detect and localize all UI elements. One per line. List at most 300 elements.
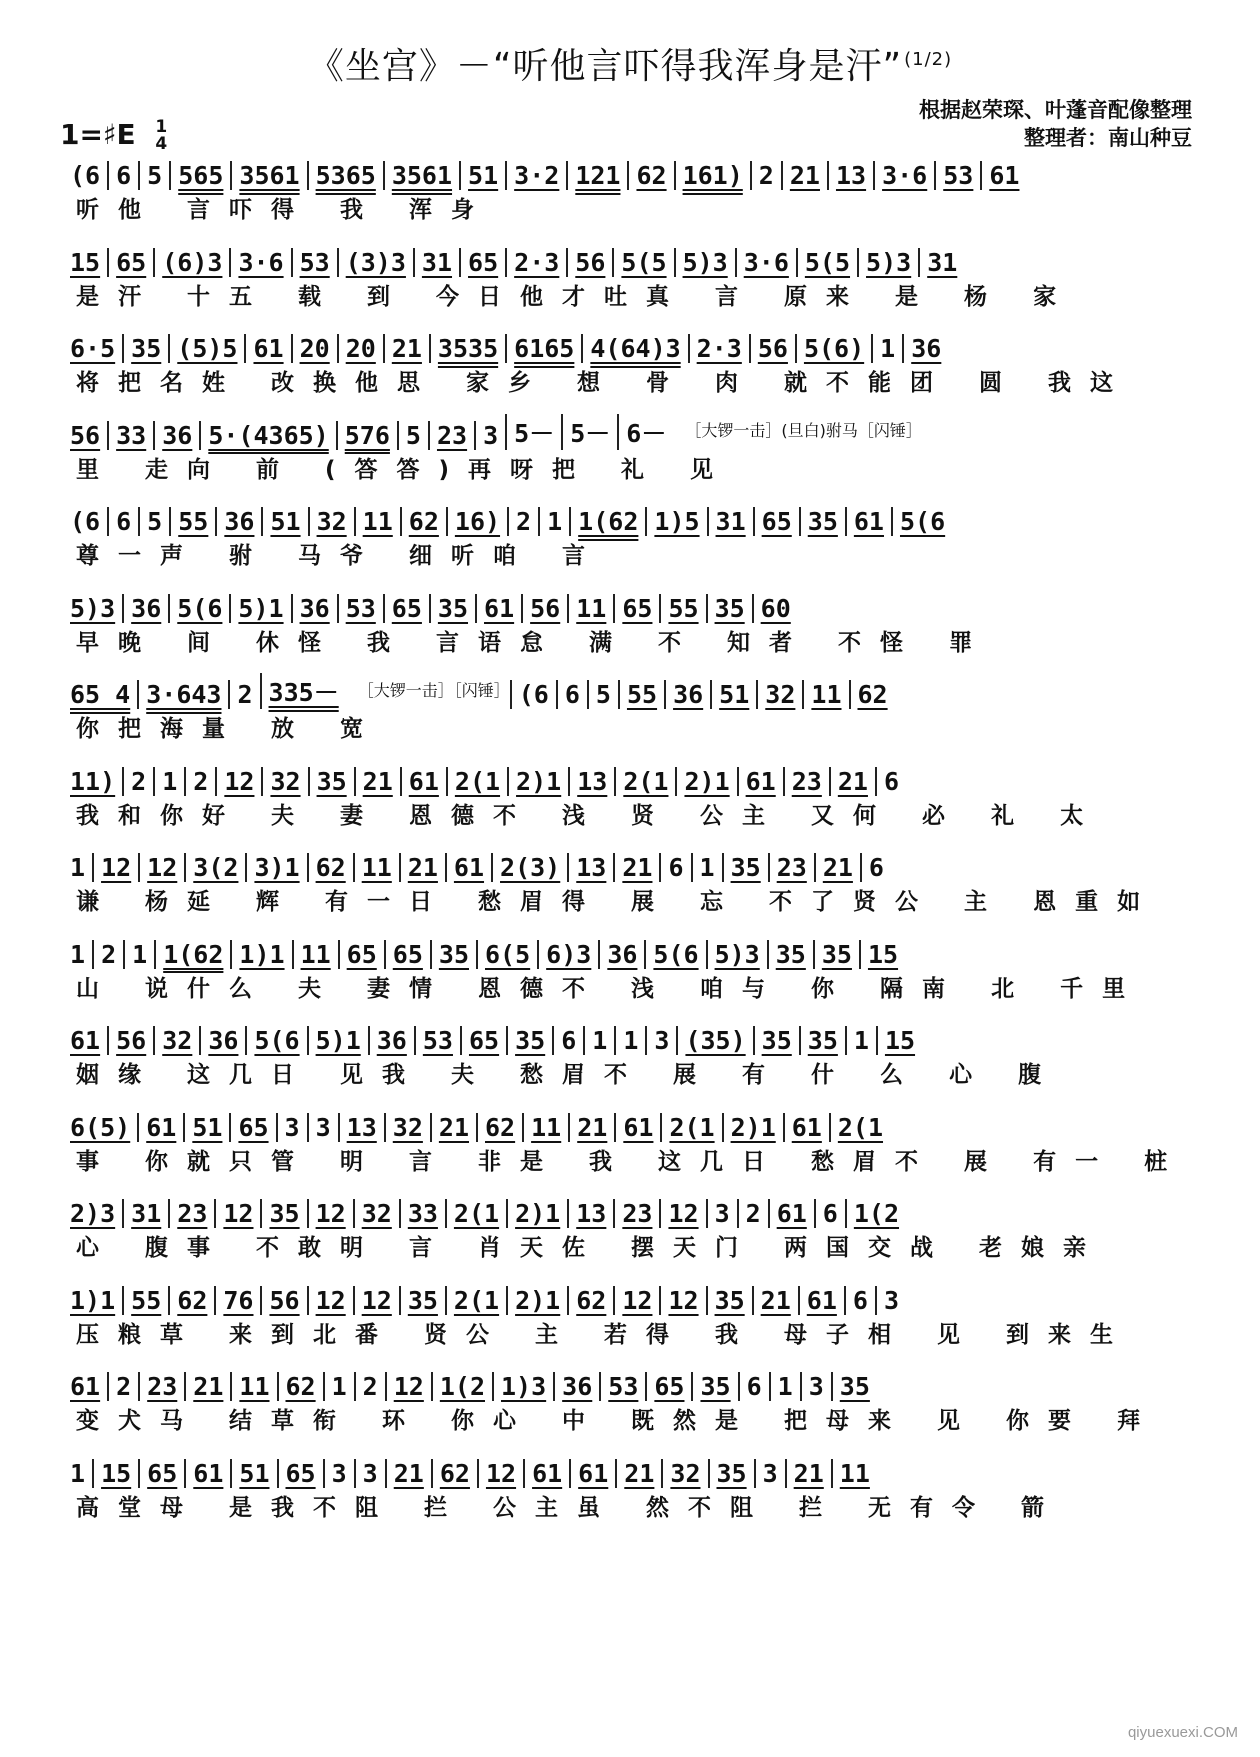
measure: 2)1 — [675, 767, 736, 796]
measure: 6 — [814, 1199, 845, 1228]
measure: 51 — [459, 161, 505, 190]
measure: 21 — [430, 1113, 476, 1142]
lyrics-line: 将把名姓 改换他思 家乡 想 骨 肉 就不能团 圆 我这 — [76, 370, 1133, 396]
notation-line — [70, 1188, 1190, 1228]
notation-line — [70, 323, 1190, 363]
measure: 12 — [92, 853, 138, 882]
measure: 23 — [168, 1199, 214, 1228]
measure: 53 — [934, 161, 980, 190]
measure: 53 — [599, 1372, 645, 1401]
measure: 3·643 — [137, 680, 228, 709]
measure: 6(5) — [70, 1112, 131, 1142]
measure: 61 — [737, 767, 783, 796]
measure: 21 — [814, 853, 860, 882]
measure: 5)3 — [706, 940, 767, 969]
measure: 6 — [738, 1372, 769, 1401]
measure: (6 — [70, 161, 101, 190]
measure: 51 — [183, 1113, 229, 1142]
measure: 21 — [184, 1372, 230, 1401]
measure: 5(6) — [795, 334, 871, 363]
measure: 32 — [353, 1199, 399, 1228]
measure: 15 — [876, 1026, 922, 1055]
measure: 33 — [107, 421, 153, 450]
measure: 1(62 — [569, 507, 645, 536]
measure: 6 — [875, 767, 906, 796]
measure: (3)3 — [337, 248, 413, 277]
measure: 35 — [708, 1459, 754, 1488]
measure: 3 — [754, 1459, 785, 1488]
measure: 5)1 — [307, 1026, 368, 1055]
measure: 35 — [722, 853, 768, 882]
measure: 13 — [567, 1199, 613, 1228]
measure: 2 — [184, 767, 215, 796]
measure: 32 — [261, 767, 307, 796]
measure: 36 — [215, 507, 261, 536]
measure: 55 — [618, 680, 664, 709]
measure: 56 — [107, 1026, 153, 1055]
measure: 12 — [307, 1199, 353, 1228]
measure: 35 — [813, 940, 859, 969]
measure: 53 — [414, 1026, 460, 1055]
measure: 65 — [338, 940, 384, 969]
measure: 1(2 — [845, 1199, 906, 1228]
measure: 2 — [750, 161, 781, 190]
measure: 32 — [384, 1113, 430, 1142]
measure: 11 — [567, 594, 613, 623]
measure: 12 — [659, 1199, 705, 1228]
score-system — [70, 756, 1190, 836]
measure: 61 — [845, 507, 891, 536]
measure: 65 — [107, 248, 153, 277]
measure: 5 — [587, 680, 618, 709]
measure: 12 — [613, 1286, 659, 1315]
lyrics-line: 里 走向 前 (答答)再呀把 礼 见 — [76, 456, 733, 483]
measure: 11 — [230, 1372, 276, 1401]
measure: 35 — [799, 507, 845, 536]
measure: 2 — [228, 680, 259, 709]
measure: 3 — [323, 1459, 354, 1488]
measure: 21 — [615, 1459, 661, 1488]
measure: 6 — [556, 680, 587, 709]
measure: 56 — [749, 334, 795, 363]
measure: 36 — [153, 421, 199, 450]
measure: 11 — [354, 507, 400, 536]
measure: 32 — [661, 1459, 707, 1488]
measure: 23 — [428, 421, 474, 450]
score-system — [70, 323, 1190, 403]
measure: 62 — [476, 1113, 522, 1142]
arranger-line: 整理者：南山种豆 — [1024, 126, 1192, 150]
measure: 35 — [706, 594, 752, 623]
notation-line — [70, 150, 1190, 190]
score-system — [70, 237, 1190, 317]
measure: 1(62 — [154, 940, 230, 969]
lyrics-line: 谦 杨延 辉 有一日 愁眉得 展 忘 不了贤公 主 恩重如 — [76, 889, 1160, 915]
lyrics-line: 尊一声 驸 马爷 细听咱 言 — [76, 543, 605, 569]
measure: 2(1 — [445, 1199, 506, 1228]
measure: 61 — [244, 334, 290, 363]
measure: 1 — [691, 853, 722, 882]
lyrics-line: 事 你就只管 明 言 非是 我 这几日 愁眉不 展 有一 桩 — [76, 1148, 1187, 1175]
measure: 12 — [477, 1459, 523, 1488]
measure: 16) — [446, 507, 507, 536]
measure: 5(6 — [891, 507, 952, 536]
measure: 3 — [800, 1372, 831, 1401]
measure: 3 — [645, 1026, 676, 1055]
measure: 6·5 — [70, 334, 116, 363]
score-system — [70, 1102, 1190, 1182]
measure: 62 — [277, 1372, 323, 1401]
measure: 121 — [566, 161, 627, 190]
measure: 6 — [659, 853, 690, 882]
measure: 11 — [802, 680, 848, 709]
measure: 5(5 — [612, 248, 673, 277]
measure: 5)3 — [674, 248, 735, 277]
measure: 6)3 — [537, 940, 598, 969]
measure: 21 — [568, 1113, 614, 1142]
measure: 36 — [902, 334, 948, 363]
measure: 21 — [781, 161, 827, 190]
measure: 62 — [307, 853, 353, 882]
measure: 23 — [783, 767, 829, 796]
measure: 65 — [138, 1459, 184, 1488]
measure: (6 — [510, 680, 556, 709]
measure: 3·6 — [229, 248, 290, 277]
measure: 2(1 — [829, 1113, 890, 1142]
key-signature — [60, 118, 167, 153]
lyrics-line: 高堂母 是我不阻 拦 公主虽 然不阻 拦 无有令 箭 — [76, 1494, 1064, 1521]
measure: 3·6 — [873, 161, 934, 190]
measure: 61 — [569, 1459, 615, 1488]
measure: 4(64)3 — [581, 334, 687, 363]
measure: 6 — [844, 1286, 875, 1315]
measure: 1 — [323, 1372, 354, 1401]
measure: 12 — [215, 767, 261, 796]
measure: 6 — [107, 507, 138, 536]
measure: 3 — [706, 1199, 737, 1228]
measure: 1)1 — [230, 940, 291, 969]
measure: 15 — [859, 940, 905, 969]
measure: 56 — [70, 420, 101, 450]
measure: 21 — [354, 767, 400, 796]
measure: 6 — [552, 1026, 583, 1055]
measure: (35) — [676, 1026, 752, 1055]
notation-line — [70, 669, 1190, 709]
measure: 35 — [691, 1372, 737, 1401]
measure: 3·2 — [505, 161, 566, 190]
measure: 5－ — [505, 414, 561, 450]
measure: 35 — [429, 594, 475, 623]
measure: 2)1 — [506, 1286, 567, 1315]
score-system — [70, 150, 1190, 230]
measure: 6－ — [617, 414, 673, 450]
measure: 2 — [92, 940, 123, 969]
source-line: 根据赵荣琛、叶蓬音配像整理 — [919, 98, 1192, 122]
measure: 31 — [918, 248, 964, 277]
measure: 2)1 — [507, 767, 568, 796]
measure: 13 — [338, 1113, 384, 1142]
lyrics-line: 变犬马 结草衔 环 你心 中 既然是 把母来 见 你要 拜 — [76, 1408, 1160, 1434]
measure: 62 — [627, 161, 673, 190]
lyrics-line: 姻缘 这几日 见我 夫 愁眉不 展 有 什 么 心 腹 — [76, 1062, 1061, 1088]
measure: 2 — [354, 1372, 385, 1401]
measure: 32 — [153, 1026, 199, 1055]
score-system — [70, 1361, 1190, 1441]
measure: 65 — [384, 940, 430, 969]
measure: 2·3 — [688, 334, 749, 363]
measure: 56 — [566, 248, 612, 277]
meter-bottom: 4 — [155, 134, 168, 154]
measure: 55 — [169, 507, 215, 536]
measure: 5 — [138, 161, 169, 190]
measure: 20 — [337, 334, 383, 363]
measure: 60 — [752, 594, 798, 623]
measure: 1 — [153, 767, 184, 796]
measure: 1)3 — [492, 1372, 553, 1401]
measure: 23 — [768, 853, 814, 882]
measure: 1 — [538, 507, 569, 536]
measure: 2(1 — [660, 1113, 721, 1142]
notation-line — [70, 410, 1190, 450]
measure: 36 — [199, 1026, 245, 1055]
measure: 11 — [522, 1113, 568, 1142]
measure: 56 — [260, 1286, 306, 1315]
notation-line — [70, 756, 1190, 796]
measure: 2)1 — [722, 1113, 783, 1142]
measure: 36 — [553, 1372, 599, 1401]
score-system — [70, 669, 1190, 749]
notation-line — [70, 1361, 1190, 1401]
measure: 61 — [614, 1113, 660, 1142]
measure: 36 — [598, 940, 644, 969]
measure: 35 — [122, 334, 168, 363]
notation-line — [70, 1102, 1190, 1142]
measure: 2 — [107, 1372, 138, 1401]
measure: 13 — [567, 853, 613, 882]
measure: 21 — [752, 1286, 798, 1315]
notation-line — [70, 929, 1190, 969]
watermark: qiyuexuexi.COM — [1127, 1724, 1238, 1741]
lyrics-line: 是汗 十五 载 到 今日他才吐真 言 原来 是 杨 家 — [76, 283, 1076, 310]
title-text: 《坐宫》－“听他言吓得我浑身是汗” — [307, 46, 903, 87]
measure: 1 — [614, 1026, 645, 1055]
measure: 35 — [506, 1026, 552, 1055]
measure: 35 — [399, 1286, 445, 1315]
measure: 3561 — [230, 161, 306, 190]
measure: 65 — [459, 248, 505, 277]
measure: 3561 — [383, 161, 459, 190]
notation-line — [70, 842, 1190, 882]
measure: 31 — [413, 248, 459, 277]
measure: 65 — [460, 1026, 506, 1055]
measure: 5)3 — [70, 593, 116, 623]
measure: 5·(4365) — [199, 421, 335, 450]
notation-line — [70, 237, 1190, 277]
key-text: 1=♯E — [60, 118, 136, 151]
measure: 51 — [710, 680, 756, 709]
measure: 1 — [845, 1026, 876, 1055]
measure: 61 — [70, 1026, 101, 1055]
measure: 21 — [385, 1459, 431, 1488]
measure: 5－ — [561, 414, 617, 450]
score-system — [70, 1275, 1190, 1355]
measure: 5 — [397, 421, 428, 450]
measure: 62 — [849, 680, 895, 709]
measure: 62 — [431, 1459, 477, 1488]
measure: 61 — [798, 1286, 844, 1315]
measure: 1 — [871, 334, 902, 363]
measure: 36 — [291, 594, 337, 623]
score-system — [70, 410, 1190, 490]
measure: 11 — [292, 940, 338, 969]
measure: 32 — [308, 507, 354, 536]
measure: 35 — [430, 940, 476, 969]
measure: 23 — [138, 1372, 184, 1401]
measure: 51 — [230, 1459, 276, 1488]
measure: 61 — [980, 161, 1026, 190]
measure: 56 — [521, 594, 567, 623]
measure: (5)5 — [168, 334, 244, 363]
measure: 36 — [368, 1026, 414, 1055]
measure: 2(1 — [446, 767, 507, 796]
measure: 62 — [567, 1286, 613, 1315]
measure: 21 — [785, 1459, 831, 1488]
measure: 20 — [291, 334, 337, 363]
measure: 12 — [353, 1286, 399, 1315]
measure: 1 — [70, 939, 86, 969]
measure: 65 — [229, 1113, 275, 1142]
score-system — [70, 1448, 1190, 1528]
measure: 65 4 — [70, 680, 131, 709]
score-system — [70, 1015, 1190, 1095]
measure: 55 — [659, 594, 705, 623]
measure: 6165 — [505, 334, 581, 363]
measure: 65 — [277, 1459, 323, 1488]
measure: 12 — [214, 1199, 260, 1228]
measure: 62 — [400, 507, 446, 536]
measure: 1 — [123, 940, 154, 969]
measure: 6 — [860, 853, 891, 882]
measure: 62 — [168, 1286, 214, 1315]
measure: 12 — [659, 1286, 705, 1315]
measure: 15 — [92, 1459, 138, 1488]
measure: 1(2 — [431, 1372, 492, 1401]
time-signature — [155, 119, 167, 153]
percussion-cue: ［大锣一击］(旦白)驸马［闪锤］ — [685, 421, 922, 440]
meter-top: 1 — [155, 117, 168, 137]
score-system — [70, 496, 1190, 576]
measure: 31 — [122, 1199, 168, 1228]
percussion-cue: ［大锣一击］［闪锤］ — [357, 680, 510, 700]
measure: 2·3 — [505, 248, 566, 277]
measure: 576 — [336, 421, 397, 450]
measure: 76 — [214, 1286, 260, 1315]
score-system — [70, 1188, 1190, 1268]
measure: 3 — [276, 1113, 307, 1142]
measure: 5)1 — [229, 594, 290, 623]
measure: 3(2 — [184, 853, 245, 882]
measure: 5(6 — [168, 594, 229, 623]
measure: 31 — [707, 507, 753, 536]
measure: 2 — [507, 507, 538, 536]
measure: 65 — [613, 594, 659, 623]
measure: 3 — [474, 421, 505, 450]
measure: 3 — [354, 1459, 385, 1488]
measure: 35 — [260, 1199, 306, 1228]
measure: 51 — [261, 507, 307, 536]
measure: 35 — [753, 1026, 799, 1055]
measure: 1 — [583, 1026, 614, 1055]
measure: 36 — [122, 594, 168, 623]
measure: 21 — [613, 853, 659, 882]
measure: 61 — [445, 853, 491, 882]
measure: 5(6 — [245, 1026, 306, 1055]
lyrics-line: 心 腹事 不敢明 言 肖天佐 摆天门 两国交战 老娘亲 — [76, 1235, 1106, 1261]
measure: 1)1 — [70, 1285, 116, 1315]
measure: 5)3 — [857, 248, 918, 277]
measure: 13 — [827, 161, 873, 190]
page-title — [0, 38, 1260, 89]
measure: 21 — [829, 767, 875, 796]
measure: 565 — [169, 161, 230, 190]
measure: 11 — [831, 1459, 877, 1488]
lyrics-line: 早晚 间 休怪 我 言语怠 满 不 知者 不怪 罪 — [76, 629, 992, 656]
measure: 2)1 — [506, 1199, 567, 1228]
measure: 1 — [70, 853, 86, 882]
measure: 2(1 — [445, 1286, 506, 1315]
measure: 12 — [307, 1286, 353, 1315]
lyrics-line: 你把海量 放 宽 — [76, 716, 383, 742]
measure: 35 — [831, 1372, 877, 1401]
measure: 6 — [107, 161, 138, 190]
score-system — [70, 583, 1190, 663]
part-label: (1/2) — [904, 49, 953, 70]
measure: 65 — [383, 594, 429, 623]
measure: 61 — [400, 767, 446, 796]
measure: 61 — [768, 1199, 814, 1228]
measure: 35 — [706, 1286, 752, 1315]
measure: 6(5 — [476, 940, 537, 969]
score-system — [70, 929, 1190, 1009]
measure: (6 — [70, 507, 101, 536]
lyrics-line: 我和你好 夫 妻 恩德不 浅 贤 公主 又何 必 礼 太 — [76, 802, 1103, 829]
measure: 5365 — [307, 161, 383, 190]
measure: 61 — [137, 1113, 183, 1142]
measure: 61 — [783, 1113, 829, 1142]
measure: 3 — [307, 1113, 338, 1142]
measure: 12 — [385, 1372, 431, 1401]
credits — [919, 96, 1192, 152]
measure: 11) — [70, 766, 116, 796]
measure: 61 — [70, 1372, 101, 1401]
measure: 13 — [568, 767, 614, 796]
measure: 5(6 — [644, 940, 705, 969]
measure: 2(3) — [491, 853, 567, 882]
measure: 55 — [122, 1286, 168, 1315]
measure: 23 — [613, 1199, 659, 1228]
measure: 53 — [291, 248, 337, 277]
measure: 2(1 — [614, 767, 675, 796]
measure: 335－ — [260, 673, 346, 709]
measure: 21 — [383, 334, 429, 363]
measure: 2 — [122, 767, 153, 796]
notation-line — [70, 1275, 1190, 1315]
measure: 5 — [138, 507, 169, 536]
measure: 2)3 — [70, 1199, 116, 1228]
measure: 65 — [645, 1372, 691, 1401]
measure: 1)5 — [645, 507, 706, 536]
measure: 61 — [523, 1459, 569, 1488]
